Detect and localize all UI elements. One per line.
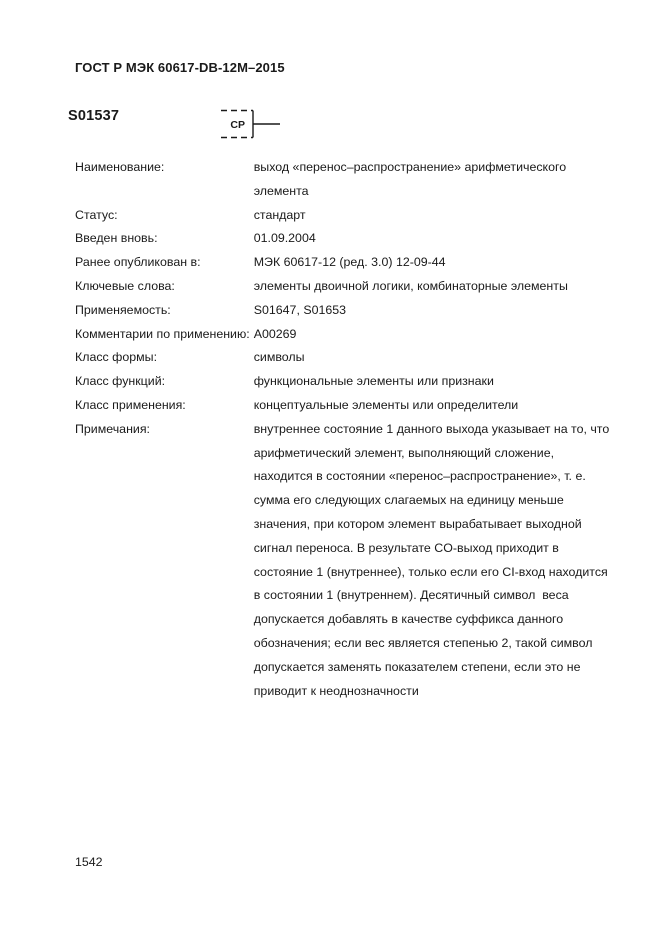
attribute-value (254, 323, 610, 347)
attribute-label (75, 323, 254, 347)
value-line: элемента (253, 183, 309, 198)
value-line: обозначения; если вес является степенью 2, такой символ (253, 635, 593, 650)
value-line: S01647, S01653 (253, 302, 347, 317)
attribute-value (254, 227, 610, 251)
attribute-label: Класс функций: (75, 374, 166, 389)
value-line: арифметический элемент, выполняющий сложение, (253, 445, 555, 460)
attribute-value (254, 370, 610, 394)
value-line: приводит к неоднозначности (253, 683, 419, 698)
label-line: Комментарии по (75, 326, 171, 341)
value-line: функциональные элементы или признаки (253, 374, 494, 389)
attribute-label: Класс применения: (75, 397, 186, 412)
attribute-value (254, 275, 610, 299)
attribute-value (254, 204, 610, 228)
table-row (75, 204, 609, 228)
attribute-value (254, 346, 610, 370)
attribute-label: Ранее опубликован в: (75, 255, 201, 270)
attribute-label: Введен вновь: (75, 231, 158, 246)
value-line: сигнал переноса. В результате CO-выход приходит в (253, 540, 559, 555)
table-row (75, 156, 609, 204)
table-row (75, 275, 609, 299)
table-row (75, 418, 609, 704)
attributes-table (75, 156, 609, 703)
attribute-label: Наименование: (75, 160, 165, 174)
attribute-label: Примечания: (75, 421, 150, 436)
value-line: внутреннее состояние 1 данного выхода указывает на то, что (253, 421, 610, 436)
value-line: выход «перенос–распространение» арифметического (253, 160, 567, 174)
table-row (75, 227, 609, 251)
value-line: символы (253, 350, 305, 365)
attribute-label: Класс формы: (75, 350, 158, 365)
attribute-value (254, 156, 610, 204)
value-line: допускается добавлять в качестве суффикса данного (253, 612, 564, 627)
attribute-value (254, 251, 610, 275)
carry-propagate-output-symbol (220, 106, 284, 146)
attribute-label: Ключевые слова: (75, 278, 175, 293)
attribute-value (254, 299, 610, 323)
value-line: стандарт (253, 207, 306, 222)
attribute-label: Применяемость: (75, 302, 171, 317)
value-line: находится в состоянии «перенос–распространение», т. е. (253, 469, 586, 484)
attribute-label: Статус: (75, 207, 118, 222)
value-line: 01.09.2004 (253, 231, 316, 246)
attribute-value (254, 418, 610, 704)
symbol-inner-label: CP (230, 119, 245, 131)
value-line: сумма его следующих слагаемых на единицу меньше (253, 493, 564, 508)
page-number: 1542 (75, 855, 103, 869)
table-row (75, 323, 609, 347)
attribute-value (254, 394, 610, 418)
label-line: применению: (173, 326, 250, 341)
value-line: МЭК 60617-12 (ред. 3.0) 12-09-44 (253, 255, 446, 270)
page-title: S01537 (68, 108, 120, 124)
value-line: элементы двоичной логики, комбинаторные элементы (253, 278, 568, 293)
table-row (75, 394, 609, 418)
standard-header: ГОСТ Р МЭК 60617-DB-12M–2015 (75, 60, 285, 75)
table-row (75, 370, 609, 394)
value-line: состояние 1 (внутреннее), только если его CI-вход находится (253, 564, 608, 579)
value-line: концептуальные элементы или определители (253, 397, 519, 412)
table-row (75, 299, 609, 323)
value-line: A00269 (253, 326, 297, 341)
table-row (75, 346, 609, 370)
attributes-table-body (75, 156, 609, 703)
value-line: допускается заменять показателем степени, если это не (253, 659, 581, 674)
value-line: в состоянии 1 (внутреннем). Десятичный символ веса (253, 588, 569, 603)
value-line: значения, при котором элемент вырабатывает выходной (253, 516, 582, 531)
table-row (75, 251, 609, 275)
